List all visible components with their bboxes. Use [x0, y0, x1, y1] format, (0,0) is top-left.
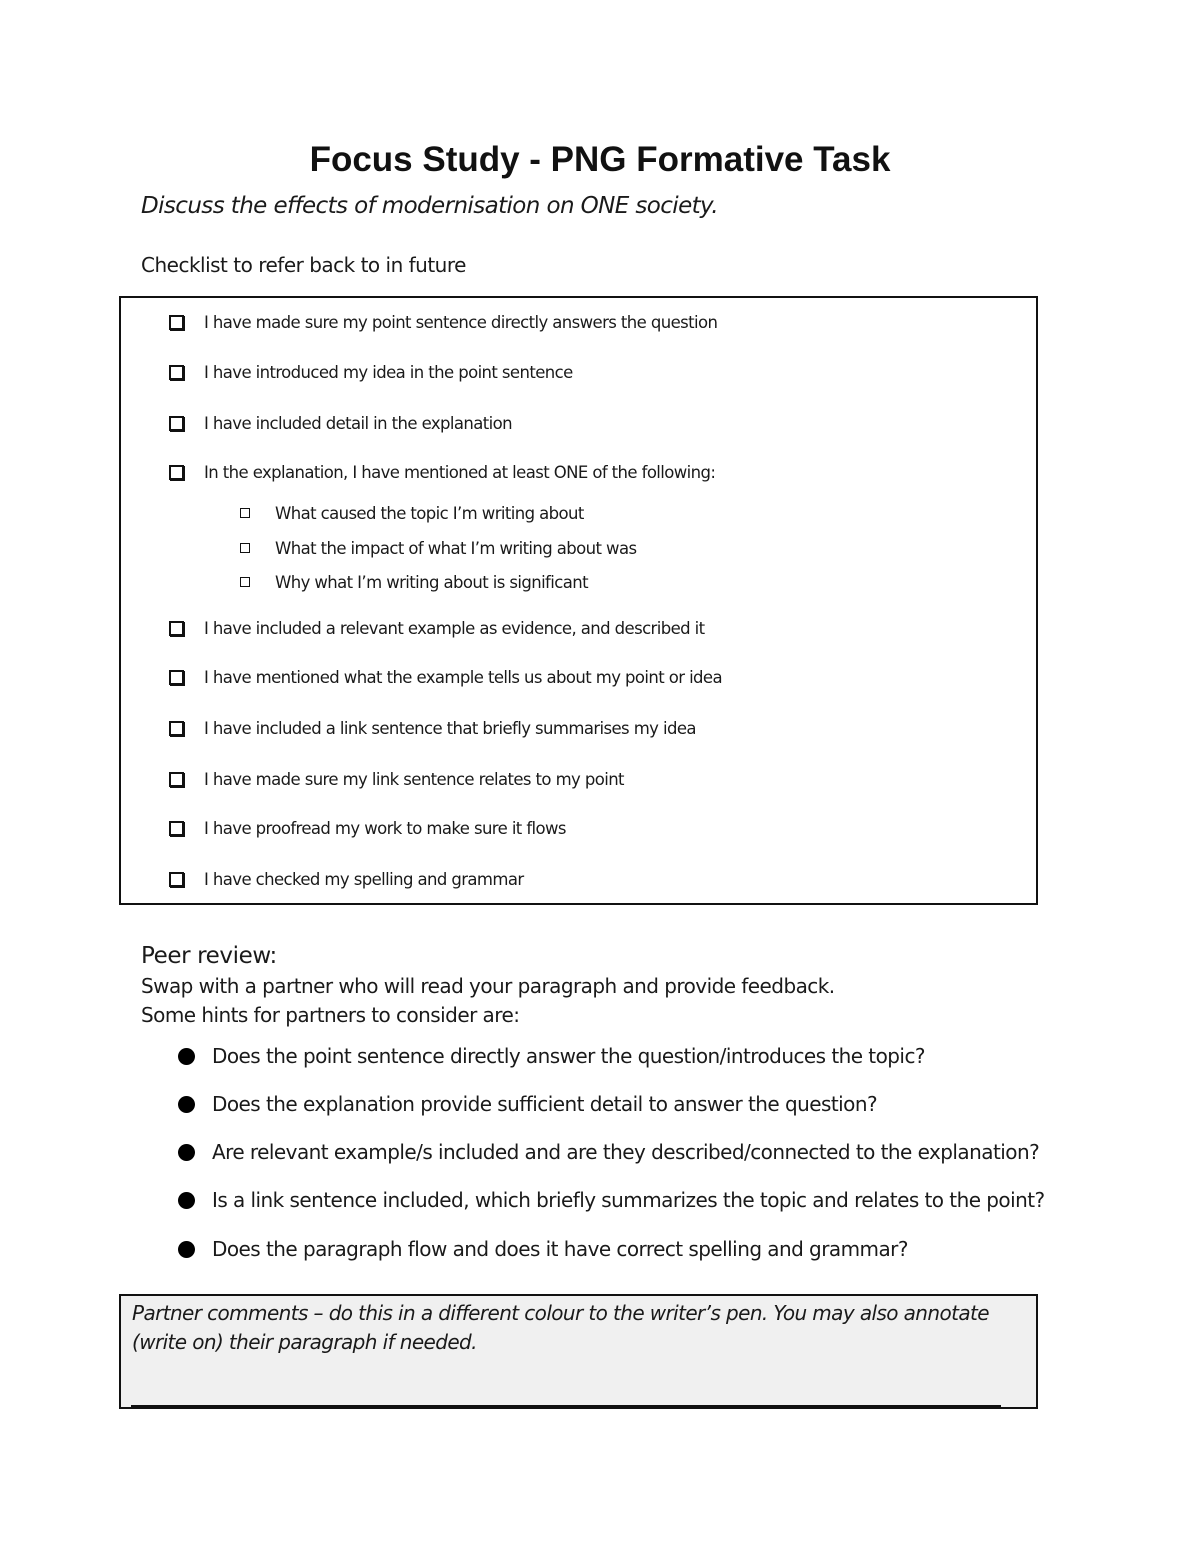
hint-text: Does the paragraph flow and does it have correct spelling and grammar? [212, 1237, 908, 1261]
task-question: Discuss the effects of modernisation on ONE society. [141, 193, 718, 219]
bullet-icon [178, 1096, 195, 1113]
page-title: Focus Study - PNG Formative Task [309, 140, 891, 179]
checklist-item-label: I have checked my spelling and grammar [204, 869, 524, 889]
checkbox-icon[interactable] [169, 315, 184, 330]
bullet-icon [178, 1144, 195, 1161]
bullet-icon [178, 1241, 195, 1258]
checklist-item[interactable] [169, 716, 696, 740]
hint-item [178, 1234, 908, 1264]
checklist-item-label: I have mentioned what the example tells us about my point or idea [204, 667, 722, 687]
checklist-item-label: In the explanation, I have mentioned at least ONE of the following: [204, 462, 716, 482]
checklist-item[interactable] [169, 767, 624, 791]
sub-checklist-item-label: What caused the topic I’m writing about [275, 503, 584, 523]
checklist-item-label: I have included detail in the explanation [204, 413, 512, 433]
hint-text: Is a link sentence included, which briefly summarizes the topic and relates to the point? [212, 1188, 1045, 1212]
sub-checklist-item-label: Why what I’m writing about is significant [275, 572, 588, 592]
checkbox-icon[interactable] [169, 465, 184, 480]
checklist-item-label: I have proofread my work to make sure it flows [204, 818, 566, 838]
checklist-item[interactable] [169, 816, 566, 840]
checklist-item-label: I have included a link sentence that briefly summarises my idea [204, 718, 696, 738]
checkbox-icon[interactable] [240, 577, 250, 587]
bullet-icon [178, 1048, 195, 1065]
peer-review-hints-intro: Some hints for partners to consider are: [141, 1003, 520, 1027]
checkbox-icon[interactable] [169, 365, 184, 380]
hint-item [178, 1137, 1039, 1167]
checklist-item[interactable] [169, 360, 573, 384]
checklist-item-label: I have made sure my point sentence directly answers the question [204, 312, 718, 332]
checkbox-icon[interactable] [169, 721, 184, 736]
checklist-item[interactable] [169, 665, 722, 689]
hint-text: Does the explanation provide sufficient detail to answer the question? [212, 1092, 878, 1116]
checklist-item[interactable] [169, 867, 524, 891]
checkbox-icon[interactable] [169, 670, 184, 685]
hint-text: Are relevant example/s included and are they described/connected to the explanation? [212, 1140, 1040, 1164]
checkbox-icon[interactable] [169, 821, 184, 836]
checklist-item[interactable] [169, 411, 512, 435]
hint-text: Does the point sentence directly answer the question/introduces the topic? [212, 1044, 925, 1068]
hint-item [178, 1041, 925, 1071]
checklist-item-label: I have introduced my idea in the point sentence [204, 362, 573, 382]
peer-review-heading: Peer review: [141, 943, 277, 969]
checkbox-icon[interactable] [169, 621, 184, 636]
bullet-icon [178, 1192, 195, 1209]
peer-review-instruction: Swap with a partner who will read your paragraph and provide feedback. [141, 974, 835, 998]
checkbox-icon[interactable] [169, 772, 184, 787]
checkbox-icon[interactable] [240, 508, 250, 518]
sub-checklist-item[interactable] [240, 502, 584, 524]
checklist-label: Checklist to refer back to in future [141, 253, 466, 277]
partner-comments-prompt: Partner comments – do this in a different colour to the writer’s pen. You may also annotate (write on) their paragraph if needed. [132, 1301, 989, 1354]
sub-checklist-item-label: What the impact of what I’m writing about was [275, 538, 637, 558]
checklist-box [119, 296, 1038, 905]
hint-item [178, 1089, 877, 1119]
sub-checklist-item[interactable] [240, 571, 588, 593]
checkbox-icon[interactable] [169, 872, 184, 887]
partner-comments-box[interactable] [119, 1294, 1038, 1409]
sub-checklist-item[interactable] [240, 537, 636, 559]
checkbox-icon[interactable] [240, 543, 250, 553]
checklist-item[interactable] [169, 616, 705, 640]
writing-line [131, 1405, 1001, 1407]
checkbox-icon[interactable] [169, 416, 184, 431]
checklist-item[interactable] [169, 310, 717, 334]
checklist-item[interactable] [169, 460, 715, 484]
checklist-item-label: I have included a relevant example as evidence, and described it [204, 618, 705, 638]
checklist-item-label: I have made sure my link sentence relates to my point [204, 769, 624, 789]
hint-item [178, 1185, 1045, 1215]
